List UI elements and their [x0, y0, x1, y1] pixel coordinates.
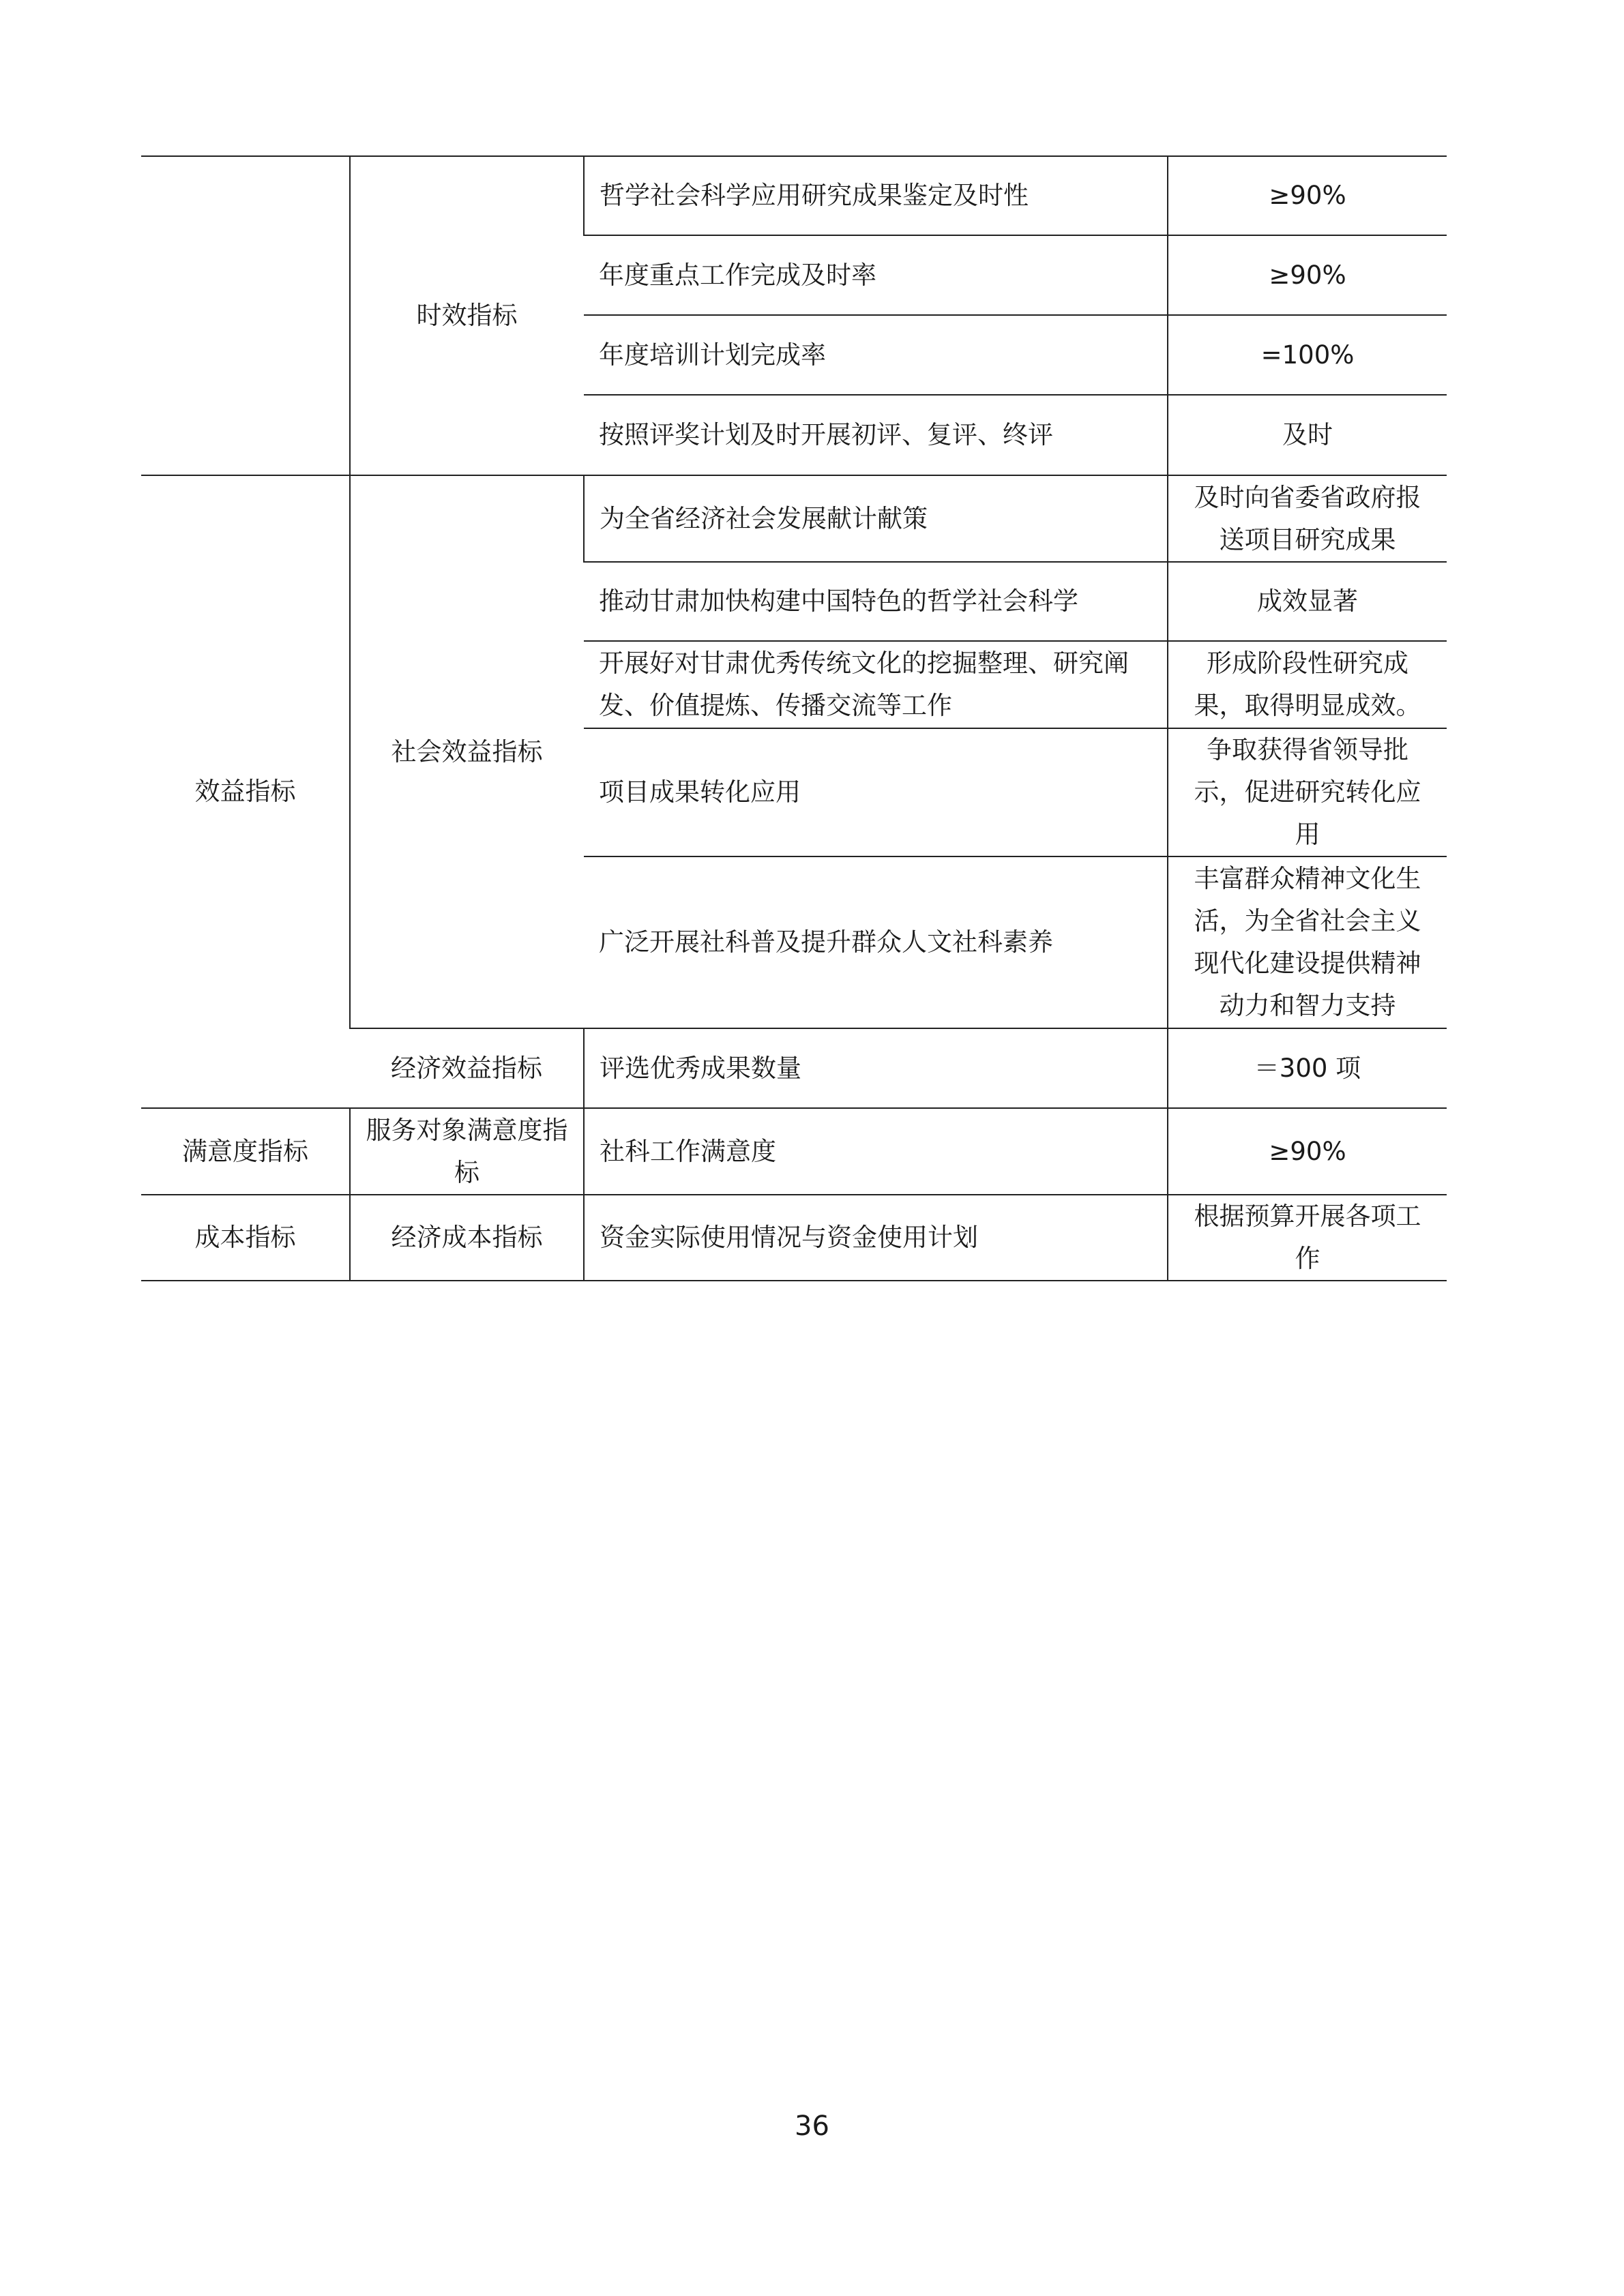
target-value-cell: 及时 [1168, 395, 1447, 475]
indicator-cell: 开展好对甘肃优秀传统文化的挖掘整理、研究阐发、价值提炼、传播交流等工作 [584, 641, 1168, 728]
indicator-cell: 资金实际使用情况与资金使用计划 [584, 1195, 1168, 1281]
level2-indicator-cell: 服务对象满意度指标 [350, 1108, 584, 1195]
table-row [141, 475, 1447, 562]
indicator-cell: 年度重点工作完成及时率 [584, 235, 1168, 315]
indicator-cell: 社科工作满意度 [584, 1108, 1168, 1195]
target-value-cell: =100% [1168, 315, 1447, 395]
page-number: 36 [795, 2111, 829, 2142]
target-value-cell: 形成阶段性研究成果，取得明显成效。 [1168, 641, 1447, 728]
target-value-cell: ≥90% [1168, 156, 1447, 235]
target-value-cell: 丰富群众精神文化生活，为全省社会主义现代化建设提供精神动力和智力支持 [1168, 856, 1447, 1028]
indicator-cell: 评选优秀成果数量 [584, 1028, 1168, 1108]
target-value-cell: 成效显著 [1168, 562, 1447, 641]
level2-indicator-cell: 经济成本指标 [350, 1195, 584, 1281]
level1-indicator-cell: 成本指标 [141, 1195, 350, 1281]
level2-indicator-cell: 时效指标 [350, 156, 584, 475]
target-value-cell: 及时向省委省政府报送项目研究成果 [1168, 475, 1447, 562]
level1-indicator-cell: 满意度指标 [141, 1108, 350, 1195]
level2-indicator-cell: 社会效益指标 [350, 475, 584, 1028]
indicator-cell: 哲学社会科学应用研究成果鉴定及时性 [584, 156, 1168, 235]
target-value-cell: ≥90% [1168, 235, 1447, 315]
indicator-cell: 推动甘肃加快构建中国特色的哲学社会科学 [584, 562, 1168, 641]
indicator-cell: 项目成果转化应用 [584, 728, 1168, 856]
level2-indicator-cell: 经济效益指标 [350, 1028, 584, 1108]
level1-indicator-cell [141, 156, 350, 475]
target-value-cell: ＝300 项 [1168, 1028, 1447, 1108]
indicator-cell: 广泛开展社科普及提升群众人文社科素养 [584, 856, 1168, 1028]
level1-indicator-cell: 效益指标 [141, 475, 350, 1108]
table-row [141, 1108, 1447, 1195]
indicator-cell: 年度培训计划完成率 [584, 315, 1168, 395]
table-row [141, 156, 1447, 235]
indicator-cell: 按照评奖计划及时开展初评、复评、终评 [584, 395, 1168, 475]
table-row [141, 1195, 1447, 1281]
target-value-cell: 争取获得省领导批示，促进研究转化应用 [1168, 728, 1447, 856]
performance-indicator-table [141, 155, 1447, 1281]
target-value-cell: 根据预算开展各项工作 [1168, 1195, 1447, 1281]
target-value-cell: ≥90% [1168, 1108, 1447, 1195]
indicator-cell: 为全省经济社会发展献计献策 [584, 475, 1168, 562]
